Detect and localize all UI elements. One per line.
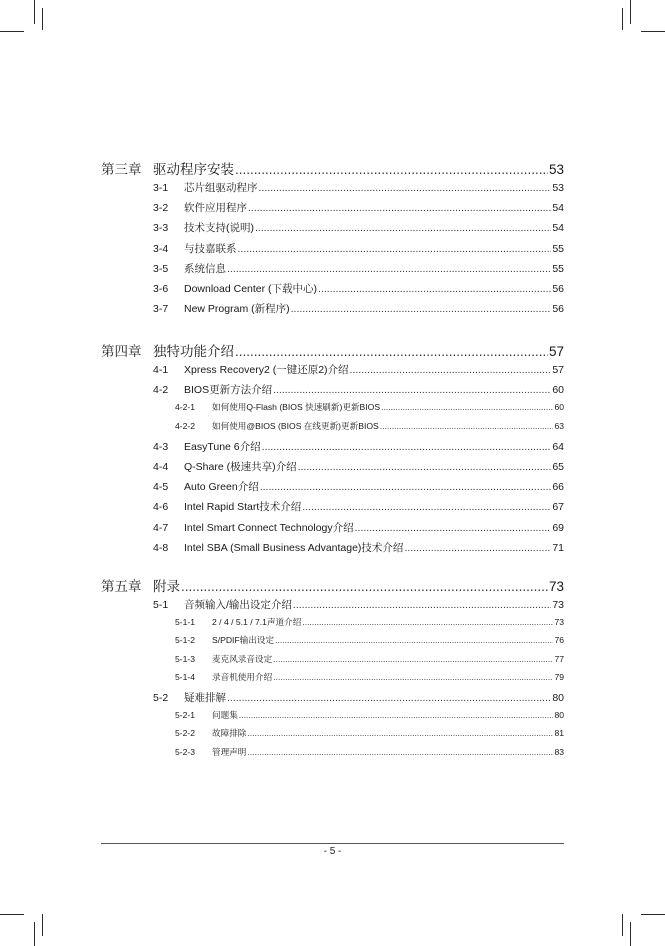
toc-title: 与技嘉联系 (184, 242, 237, 255)
toc-section-entry[interactable] (153, 382, 564, 397)
toc-num: 3-1 (153, 182, 169, 194)
toc-section-entry[interactable] (153, 540, 564, 555)
toc-page: 63 (554, 420, 564, 431)
toc-title: S/PDIF输出设定 (212, 635, 275, 646)
dot-leader (262, 441, 552, 453)
toc-chapter-entry[interactable] (101, 575, 564, 595)
dot-leader (247, 747, 553, 757)
toc-num: 4-3 (153, 440, 169, 453)
toc-title: Intel SBA (Small Business Advantage)技术介绍 (184, 541, 404, 554)
toc-num: 4-8 (153, 541, 169, 554)
toc-page: 57 (552, 364, 564, 376)
dot-leader (350, 364, 552, 376)
dot-leader (302, 617, 553, 627)
toc-num: 5-1-1 (175, 617, 196, 628)
toc-title: EasyTune 6介绍 (184, 440, 261, 453)
dot-leader (239, 710, 554, 720)
toc-num: 5-2-1 (175, 710, 196, 721)
toc-title: 独特功能介绍 (153, 344, 234, 359)
toc-page: 81 (554, 728, 564, 739)
toc-title: 问题集 (212, 710, 238, 721)
toc-section-entry[interactable] (153, 439, 564, 454)
dot-leader (275, 635, 553, 645)
toc-num: 5-2-2 (175, 728, 196, 739)
toc-section-entry[interactable] (153, 301, 564, 316)
toc-num: 第四章 (101, 344, 142, 359)
toc-page: 73 (554, 617, 564, 628)
toc-section-entry[interactable] (153, 459, 564, 474)
toc-num: 4-6 (153, 501, 169, 514)
toc-title: 驱动程序安装 (153, 162, 234, 177)
toc-num: 5-1-4 (175, 671, 196, 682)
dot-leader (227, 263, 551, 275)
toc-title: 附录 (153, 579, 180, 594)
dot-leader (273, 384, 551, 396)
toc-title: 音频输入/输出设定介绍 (184, 599, 292, 611)
dot-leader (248, 202, 551, 214)
toc-section-entry[interactable] (153, 520, 564, 535)
toc-num: 5-2-3 (175, 746, 196, 757)
dot-leader (235, 162, 548, 177)
toc-num: 4-2-2 (175, 420, 196, 431)
toc-page: 60 (554, 402, 564, 413)
toc-num: 4-4 (153, 461, 169, 473)
toc-page: 55 (552, 262, 564, 275)
toc-title: Xpress Recovery2 (一键还原2)介绍 (184, 364, 349, 376)
toc-title: 录音机使用介绍 (212, 671, 273, 682)
toc-page: 57 (548, 344, 564, 359)
dot-leader (404, 542, 551, 554)
toc-page: 80 (552, 692, 564, 704)
toc-title: 疑难排解 (184, 692, 226, 704)
toc-page: 76 (554, 635, 564, 646)
toc-page: 79 (554, 671, 564, 682)
toc-section-entry[interactable] (153, 690, 564, 705)
toc-title: New Program (新程序) (184, 303, 290, 316)
toc-page: 53 (548, 162, 564, 177)
toc-num: 5-1-2 (175, 635, 196, 646)
toc-num: 5-1-3 (175, 653, 196, 664)
dot-leader (181, 579, 548, 594)
toc-num: 5-2 (153, 692, 169, 704)
toc-title: Auto Green介绍 (184, 481, 259, 494)
toc-subsection-entry[interactable] (175, 401, 564, 413)
dot-leader (247, 728, 553, 738)
page-number: - 5 - (323, 846, 342, 857)
toc-chapter-entry[interactable] (101, 340, 564, 360)
dot-leader (238, 243, 552, 255)
toc-title: 如何使用Q-Flash (BIOS 快速刷新)更新BIOS (212, 402, 381, 413)
toc-page: 83 (554, 746, 564, 757)
dot-leader (273, 672, 553, 682)
toc-num: 3-4 (153, 242, 169, 255)
toc-subsection-entry[interactable] (175, 671, 564, 683)
toc-page: 77 (554, 653, 564, 664)
toc-num: 4-2 (153, 384, 169, 397)
toc-num: 4-1 (153, 364, 169, 376)
footer-rule (101, 843, 564, 844)
toc-section-entry[interactable] (153, 281, 564, 296)
dot-leader (291, 303, 552, 315)
toc-section-entry[interactable] (153, 479, 564, 494)
toc-section-entry[interactable] (153, 220, 564, 235)
toc-page: 69 (552, 521, 564, 534)
toc-section-entry[interactable] (153, 362, 564, 377)
toc-title: 系统信息 (184, 262, 226, 275)
toc-page: 73 (552, 599, 564, 611)
toc-title: 如何使用@BIOS (BIOS 在线更新)更新BIOS (212, 420, 379, 431)
toc-title: Intel Smart Connect Technology介绍 (184, 521, 354, 534)
toc-subsection-entry[interactable] (175, 634, 564, 646)
toc-page: 64 (552, 440, 564, 453)
toc-subsection-entry[interactable] (175, 653, 564, 665)
toc-section-entry[interactable] (153, 180, 564, 195)
toc-num: 第五章 (101, 579, 142, 594)
dot-leader (227, 692, 551, 704)
toc-page: 65 (552, 461, 564, 473)
dot-leader (293, 599, 551, 611)
toc-title: 麦克风录音设定 (212, 653, 273, 664)
toc-chapter-entry[interactable] (101, 158, 564, 178)
toc-subsection-entry[interactable] (175, 616, 564, 628)
toc-num: 5-1 (153, 599, 169, 611)
dot-leader (273, 654, 553, 664)
toc-title: 2 / 4 / 5.1 / 7.1声道介绍 (212, 617, 302, 628)
dot-leader (302, 501, 551, 513)
toc-page: 71 (552, 541, 564, 554)
toc-subsection-entry[interactable] (175, 746, 564, 758)
toc-subsection-entry[interactable] (175, 709, 564, 721)
toc-title: 技术支持(说明) (184, 222, 254, 235)
toc-page: 56 (552, 303, 564, 316)
toc-title: 软件应用程序 (184, 202, 247, 215)
dot-leader (235, 344, 548, 359)
toc-num: 3-3 (153, 222, 169, 235)
toc-section-entry[interactable] (153, 261, 564, 276)
toc-title: Intel Rapid Start技术介绍 (184, 501, 302, 514)
toc-page: 53 (552, 182, 564, 194)
toc-subsection-entry[interactable] (175, 727, 564, 739)
dot-leader (355, 522, 552, 534)
toc-section-entry[interactable] (153, 597, 564, 612)
toc-page: 66 (552, 481, 564, 494)
toc-page: 54 (552, 222, 564, 235)
dot-leader (259, 182, 552, 194)
dot-leader (381, 402, 553, 412)
toc-num: 3-2 (153, 202, 169, 215)
toc-title: Download Center (下载中心) (184, 283, 318, 295)
toc-page: 67 (552, 501, 564, 514)
dot-leader (298, 461, 552, 473)
toc-title: 芯片组驱动程序 (184, 182, 258, 194)
toc-num: 4-5 (153, 481, 169, 494)
dot-leader (255, 222, 551, 234)
toc-num: 第三章 (101, 162, 142, 177)
toc-section-entry[interactable] (153, 200, 564, 215)
toc-section-entry[interactable] (153, 499, 564, 514)
toc-title: 故障排除 (212, 728, 247, 739)
toc-page: 55 (552, 242, 564, 255)
toc-num: 4-7 (153, 521, 169, 534)
toc-title: BIOS更新方法介绍 (184, 384, 273, 397)
toc-page: 60 (552, 384, 564, 397)
toc-page: 73 (548, 579, 564, 594)
toc-num: 3-7 (153, 303, 169, 316)
toc-page: 54 (552, 202, 564, 215)
toc-title: Q-Share (极速共享)介绍 (184, 461, 297, 473)
toc-section-entry[interactable] (153, 241, 564, 256)
toc-num: 4-2-1 (175, 402, 196, 413)
toc-page: 56 (552, 283, 564, 295)
dot-leader (380, 421, 554, 431)
toc-title: 管理声明 (212, 746, 247, 757)
toc-num: 3-6 (153, 283, 169, 295)
toc-page: 80 (554, 710, 564, 721)
toc-num: 3-5 (153, 262, 169, 275)
dot-leader (318, 283, 551, 295)
dot-leader (260, 481, 552, 493)
toc-subsection-entry[interactable] (175, 420, 564, 432)
